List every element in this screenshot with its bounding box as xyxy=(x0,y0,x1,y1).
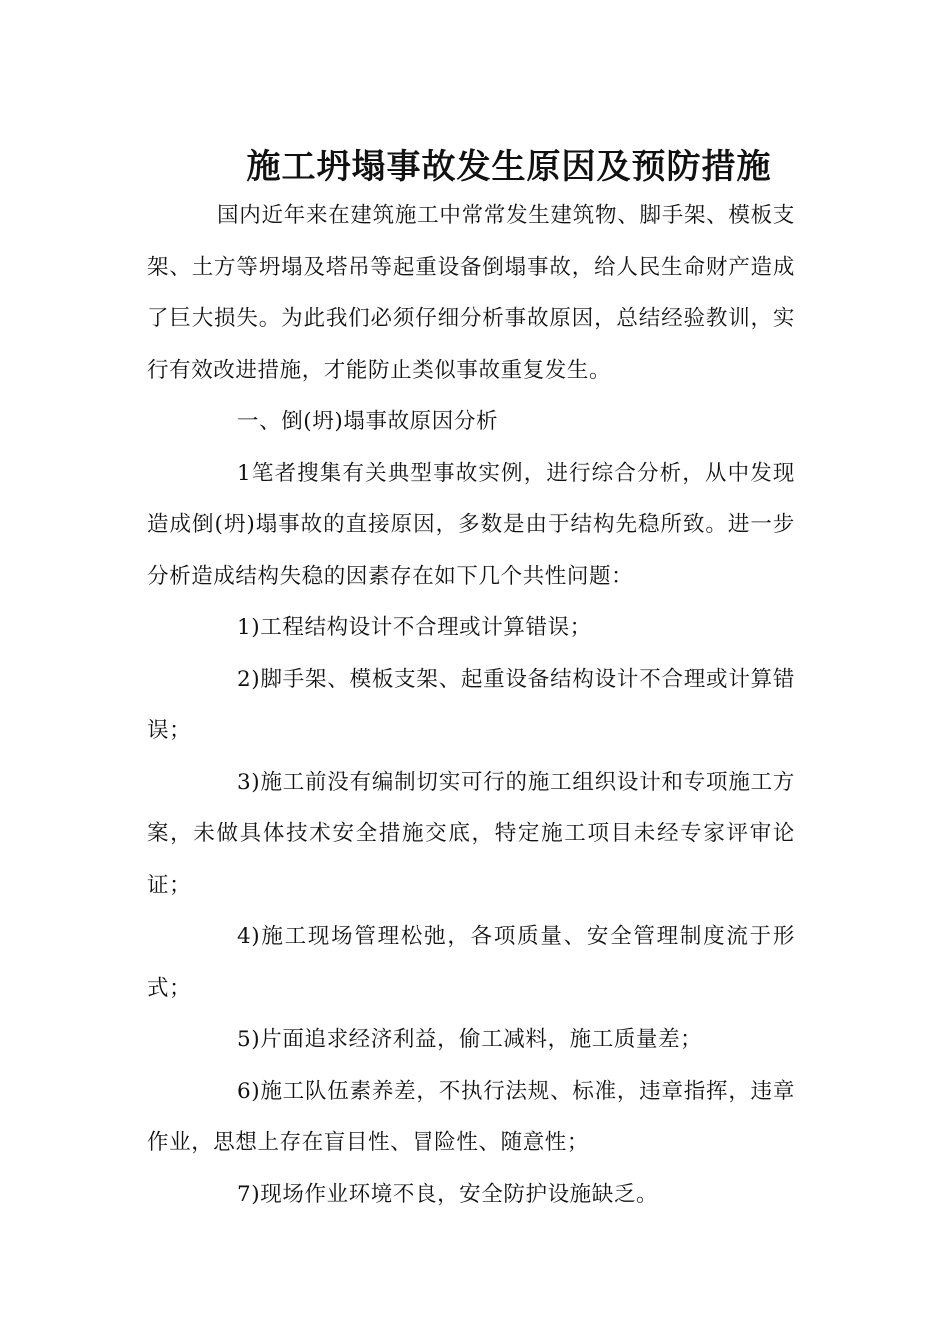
cause-item-1: 1)工程结构设计不合理或计算错误； xyxy=(237,615,592,640)
analysis-paragraph: 1笔者搜集有关典型事故实例，进行综合分析，从中发现造成倒(坍)塌事故的直接原因，多数是由于结构先稳所致。进一步分析造成结构失稳的因素存在如下几个共性问题： xyxy=(147,460,795,589)
cause-item-7: 7)现场作业环境不良，安全防护设施缺乏。 xyxy=(237,1181,659,1207)
document-title: 施工坍塌事故发生原因及预防措施 xyxy=(246,146,772,187)
document-body xyxy=(147,190,795,1220)
section-heading: 一、倒(坍)塌事故原因分析 xyxy=(237,409,499,434)
cause-item-5: 5)片面追求经济利益，偷工减料，施工质量差； xyxy=(237,1027,703,1052)
cause-item-4: 4)施工现场管理松弛，各项质量、安全管理制度流于形式； xyxy=(147,924,795,1001)
cause-item-2: 2)脚手架、模板支架、起重设备结构设计不合理或计算错误； xyxy=(147,666,795,743)
cause-item-6: 6)施工队伍素养差，不执行法规、标准，违章指挥，违章作业，思想上存在盲目性、冒险性、随意性； xyxy=(147,1078,795,1155)
cause-item-3: 3)施工前没有编制切实可行的施工组织设计和专项施工方案，未做具体技术安全措施交底，特定施工项目未经专家评审论证； xyxy=(147,769,795,898)
intro-paragraph: 国内近年来在建筑施工中常常发生建筑物、脚手架、模板支架、土方等坍塌及塔吊等起重设备倒塌事故，给人民生命财产造成了巨大损失。为此我们必须仔细分析事故原因，总结经验教训，实行有效改进措施，才能防止类似事故重复发生。 xyxy=(147,203,795,383)
